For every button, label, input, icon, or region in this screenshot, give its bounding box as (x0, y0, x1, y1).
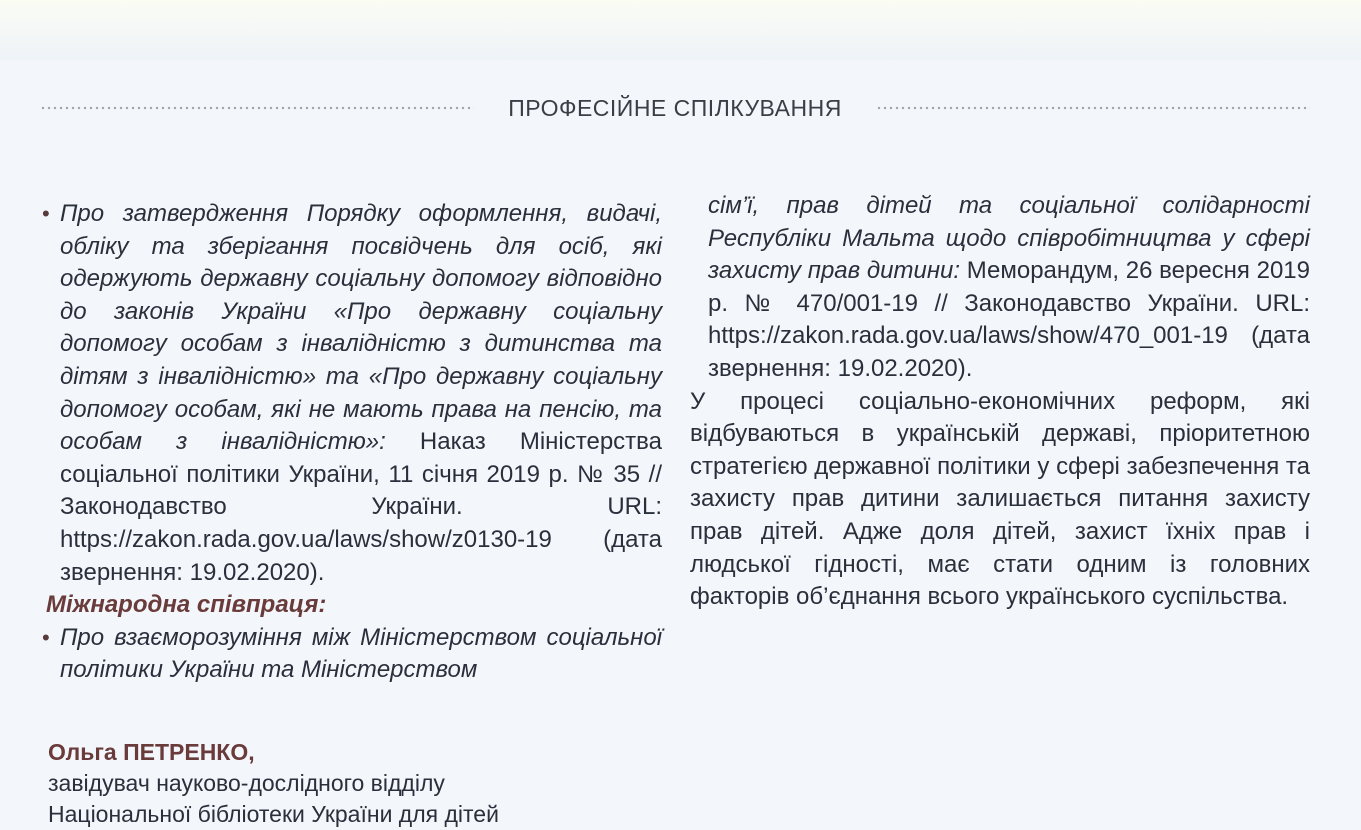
right-column (690, 190, 1310, 614)
header-rule-left (40, 105, 474, 111)
reference-item-2 (40, 622, 662, 687)
body-paragraph: У процесі соціально-економічних реформ, які відбуваються в українській державі, пріоритетною стратегією державної політики у сфері забезпечення та захисту прав дитини залишається питання захисту прав дітей. Адже доля дітей, захист їхніх прав і людської гідності, має стати одним із головних факторів об’єднання всього українського суспільства. (690, 387, 1310, 611)
reference-title: Про затвердження Порядку оформлення, видачі, обліку та зберігання посвідчень для осіб, які одержують державну соціальну допомогу відповідно до законів України «Про державну соціальну допомогу особам з інвалідністю з дитинства та дітям з інвалідністю» та «Про державну соціальну допомогу особам, які не мають права на пенсію, та особам з інвалідністю»: (60, 200, 662, 456)
reference-title: Про взаєморозуміння між Міністерством соціальної політики України та Міністерством (60, 623, 662, 684)
subheading: Міжнародна співпраця: (46, 591, 327, 619)
section-header (40, 88, 1310, 128)
author-block (48, 737, 668, 830)
reference-source: Меморандум, 26 вересня 2019 р. № 470/001-19 // Законодавство України. URL: https://zakon.rada.gov.ua/laws/show/470_001-19 (дата звернення: 19.02.2020). (708, 257, 1311, 382)
section-title: ПРОФЕСІЙНЕ СПІЛКУВАННЯ (508, 94, 842, 121)
reference-source: Наказ Міністерства соціальної політики України, 11 січня 2019 р. № 35 // Законодавство України. URL: https://zakon.rada.gov.ua/laws/show/z0130-19 (дата звернення: 19.02.2020). (60, 428, 662, 586)
header-rule-right (876, 105, 1310, 111)
author-affiliation: Національної бібліотеки України для дітей (48, 801, 499, 827)
bullet-dot-icon: • (42, 201, 50, 226)
reference-item-2-continued (690, 190, 1310, 386)
left-column (40, 198, 662, 687)
reference-item-1 (40, 198, 662, 589)
author-position: завідувач науково-дослідного відділу (48, 770, 445, 796)
reference-title: сім’ї, прав дітей та соціальної солідарності Республіки Мальта щодо співробітництва у сфері захисту прав дитини: (708, 192, 1310, 285)
bullet-dot-icon: • (42, 624, 50, 650)
scan-top-band (0, 0, 1361, 60)
author-name: Ольга ПЕТРЕНКО, (48, 739, 255, 765)
